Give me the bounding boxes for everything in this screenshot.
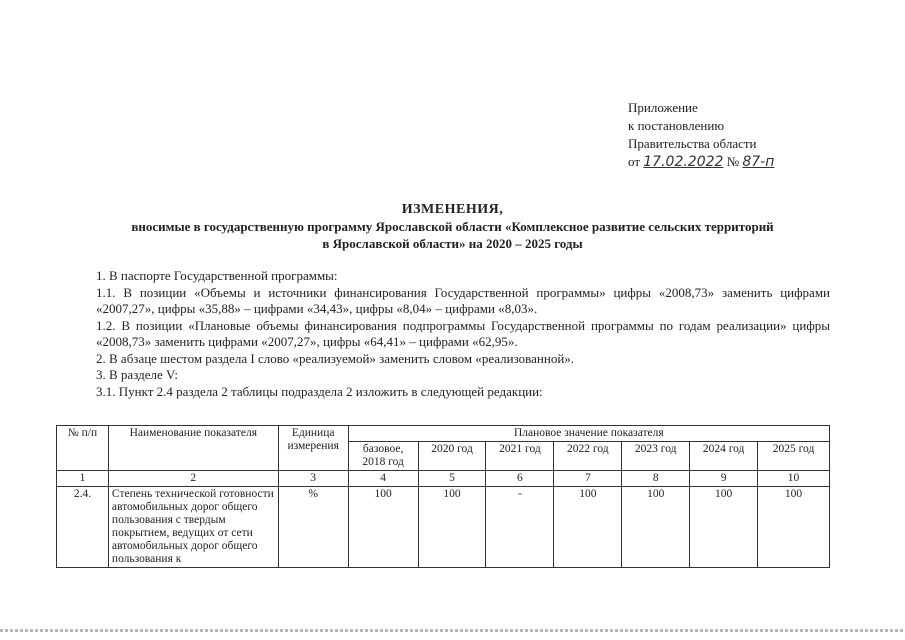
column-number-row bbox=[57, 471, 830, 487]
handwritten-date: 17.02.2022 bbox=[643, 154, 724, 170]
appendix-line-3: Правительства области bbox=[628, 136, 757, 151]
document-title bbox=[0, 201, 905, 252]
paragraph-2: 2. В абзаце шестом раздела I слово «реализуемой» заменить словом «реализованной». bbox=[96, 350, 575, 366]
header-plan: Плановое значение показателя bbox=[348, 426, 829, 442]
header-year-2021: 2021 год bbox=[486, 442, 554, 471]
col-number: 4 bbox=[348, 471, 418, 487]
header-year-2020: 2020 год bbox=[418, 442, 486, 471]
appendix-date-line bbox=[628, 153, 774, 171]
row-name: Степень технической готовности автомобильных дорог общего пользования с твердым покрытием, ведущих от сети автомобильных дорог общего пользования к bbox=[108, 487, 278, 568]
date-prefix: от bbox=[628, 154, 641, 169]
handwritten-number: 87-п bbox=[742, 154, 775, 170]
header-year-2024: 2024 год bbox=[690, 442, 758, 471]
row-num: 2.4. bbox=[57, 487, 109, 568]
row-value-2023: 100 bbox=[622, 487, 690, 568]
paragraph-1: 1. В паспорте Государственной программы: bbox=[96, 268, 338, 283]
row-value-2021: - bbox=[486, 487, 554, 568]
col-number: 2 bbox=[108, 471, 278, 487]
col-number: 6 bbox=[486, 471, 554, 487]
header-year-base: базовое, 2018 год bbox=[348, 442, 418, 471]
number-prefix: № bbox=[726, 154, 740, 169]
document-body bbox=[96, 268, 830, 400]
indicator-table bbox=[56, 425, 830, 568]
row-value-2024: 100 bbox=[690, 487, 758, 568]
row-value-2022: 100 bbox=[554, 487, 622, 568]
row-value-2025: 100 bbox=[758, 487, 830, 568]
row-value-2020: 100 bbox=[418, 487, 486, 568]
table-row bbox=[57, 487, 830, 568]
header-year-2025: 2025 год bbox=[758, 442, 830, 471]
col-number: 7 bbox=[554, 471, 622, 487]
title-line-2: вносимые в государственную программу Ярославской области «Комплексное развитие сельских территорий bbox=[131, 219, 774, 234]
header-unit: Единица измерения bbox=[278, 426, 348, 471]
paragraph-3: 3. В разделе V: bbox=[96, 367, 179, 382]
col-number: 5 bbox=[418, 471, 486, 487]
table-header-row bbox=[57, 426, 830, 442]
col-number: 9 bbox=[690, 471, 758, 487]
paragraph-3-1: 3.1. Пункт 2.4 раздела 2 таблицы подраздела 2 изложить в следующей редакции: bbox=[96, 383, 543, 399]
col-number: 8 bbox=[622, 471, 690, 487]
header-year-2023: 2023 год bbox=[622, 442, 690, 471]
scan-artifact-line bbox=[0, 629, 905, 632]
title-heading: ИЗМЕНЕНИЯ, bbox=[401, 202, 504, 217]
row-unit: % bbox=[278, 487, 348, 568]
header-year-2022: 2022 год bbox=[554, 442, 622, 471]
paragraph-1-1: 1.1. В позиции «Объемы и источники финансирования Государственной программы» цифры «2008,73» заменить цифрами «2007,27», цифры «35,88» – цифрами «34,43», цифры «8,04» – цифрами «8,03». bbox=[96, 284, 830, 316]
row-value-base: 100 bbox=[348, 487, 418, 568]
title-line-3: в Ярославской области» на 2020 – 2025 годы bbox=[322, 236, 583, 251]
paragraph-1-2: 1.2. В позиции «Плановые объемы финансирования подпрограммы Государственной программы по годам реализации» цифры «2008,73» заменить цифрами «2007,27», цифры «64,41» – цифрами «62,95». bbox=[96, 317, 830, 349]
col-number: 10 bbox=[758, 471, 830, 487]
col-number: 3 bbox=[278, 471, 348, 487]
header-num: № п/п bbox=[57, 426, 109, 471]
appendix-line-2: к постановлению bbox=[628, 118, 725, 133]
appendix-block bbox=[628, 99, 774, 171]
header-name: Наименование показателя bbox=[108, 426, 278, 471]
col-number: 1 bbox=[57, 471, 109, 487]
appendix-line-1: Приложение bbox=[628, 100, 698, 115]
